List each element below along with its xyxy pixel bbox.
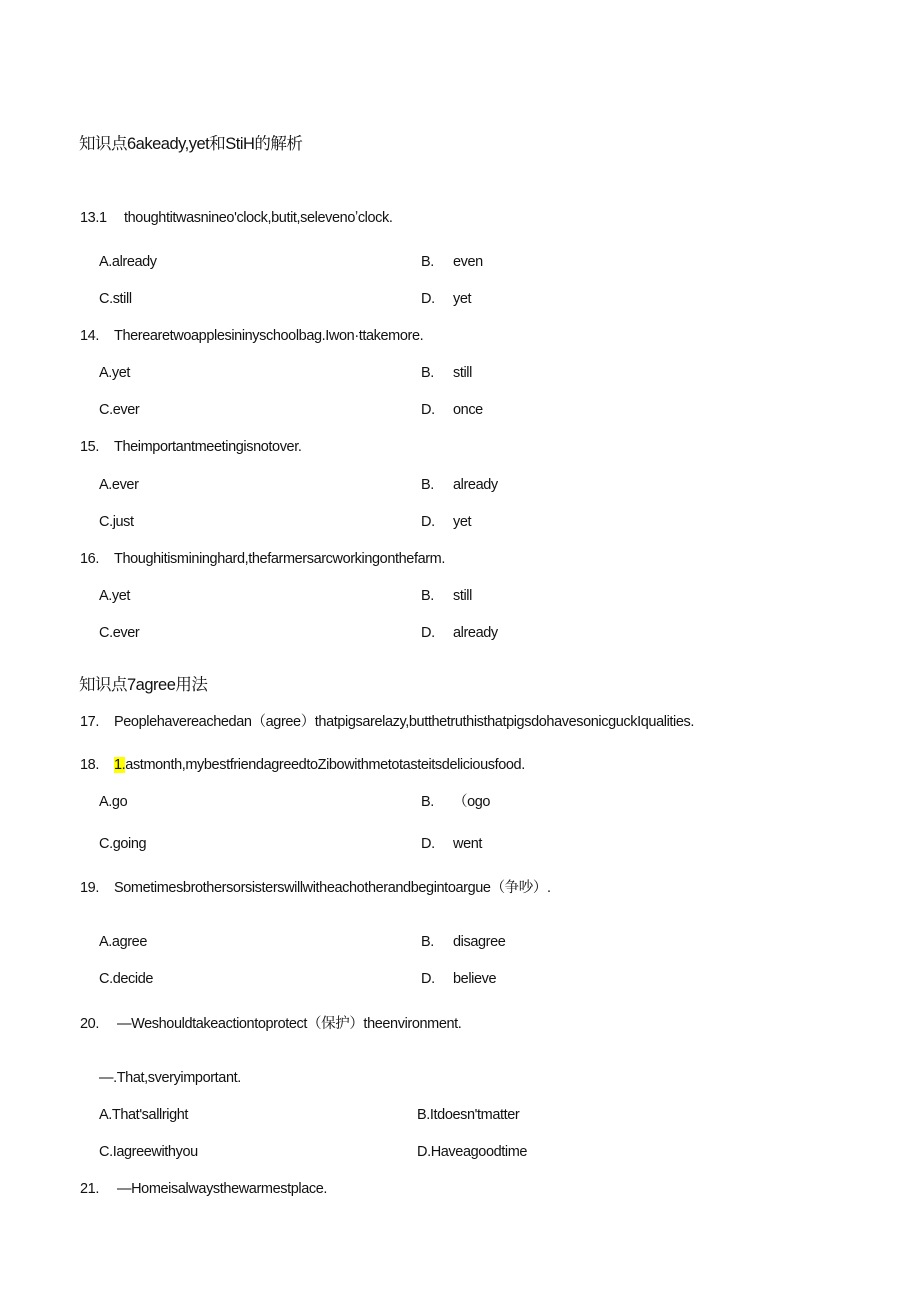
question-stem: Peoplehavereachedan（agree）thatpigsarelazy,butthetruthisthatpigsdohavesonicguckIqualities. — [114, 714, 694, 730]
option-d: yet — [453, 514, 472, 530]
dialogue-reply: —.That,sveryimportant. — [99, 1070, 241, 1086]
question-number: 15. — [80, 439, 99, 455]
option-a: A.yet — [99, 365, 131, 381]
option-b-label: B. — [421, 254, 434, 270]
option-a: A.ever — [99, 477, 139, 493]
question-stem: Sometimesbrothersorsisterswillwitheachotherandbegintoargue（争吵）. — [114, 880, 551, 896]
option-b: B.Itdoesn'tmatter — [417, 1107, 520, 1123]
option-d-label: D. — [421, 402, 435, 418]
question-stem: Theimportantmeetingisnotover. — [114, 439, 302, 455]
question-stem: thoughtitwasnineo'clock,butit,selevenoʼclock. — [124, 210, 393, 226]
option-b: still — [453, 588, 472, 604]
option-c: C.just — [99, 514, 134, 530]
option-c: C.decide — [99, 971, 154, 987]
option-b: disagree — [453, 934, 506, 950]
option-a: A.yet — [99, 588, 131, 604]
option-a: A.agree — [99, 934, 147, 950]
option-d-label: D. — [421, 836, 435, 852]
option-b: even — [453, 254, 483, 270]
option-d-label: D. — [421, 971, 435, 987]
option-d: yet — [453, 291, 472, 307]
option-d-label: D. — [421, 625, 435, 641]
option-d: once — [453, 402, 483, 418]
question-number: 16. — [80, 551, 99, 567]
option-b: （ogo — [453, 794, 491, 810]
option-b-label: B. — [421, 477, 434, 493]
option-a: A.already — [99, 254, 157, 270]
question-number: 19. — [80, 880, 99, 896]
question-number: 20. — [80, 1016, 99, 1032]
question-number: 14. — [80, 328, 99, 344]
option-c: C.going — [99, 836, 147, 852]
question-number: 21. — [80, 1181, 99, 1197]
option-c: C.ever — [99, 625, 140, 641]
option-d: believe — [453, 971, 497, 987]
question-stem-text: astmonth,mybestfriendagreedtoZibowithmetotasteitsdeliciousfood. — [125, 757, 525, 773]
highlighted-text: 1. — [114, 757, 126, 773]
option-d: went — [453, 836, 483, 852]
option-d-label: D. — [421, 514, 435, 530]
section-title: 知识点6akeady,yet和StiH的解析 — [79, 135, 303, 153]
option-c: C.ever — [99, 402, 140, 418]
option-b-label: B. — [421, 588, 434, 604]
section-title: 知识点7agree用法 — [79, 676, 208, 694]
question-stem — [114, 755, 525, 775]
option-d: already — [453, 625, 498, 641]
option-b: still — [453, 365, 472, 381]
option-b: already — [453, 477, 498, 493]
question-number: 13.1 — [80, 210, 107, 226]
option-d-label: D. — [421, 291, 435, 307]
option-b-label: B. — [421, 365, 434, 381]
question-stem: Therearetwoapplesininyschoolbag.Iwon·ttakemore. — [114, 328, 424, 344]
option-b-label: B. — [421, 794, 434, 810]
option-a: A.go — [99, 794, 128, 810]
option-a: A.That'sallright — [99, 1107, 189, 1123]
question-stem: Thoughitismininghard,thefarmersarcworkingonthefarm. — [114, 551, 445, 567]
option-c: C.Iagreewithyou — [99, 1144, 198, 1160]
question-number: 17. — [80, 714, 99, 730]
option-d: D.Haveagoodtime — [417, 1144, 528, 1160]
question-stem: —Weshouldtakeactiontoprotect（保护）theenvironment. — [117, 1016, 462, 1032]
option-b-label: B. — [421, 934, 434, 950]
option-c: C.still — [99, 291, 132, 307]
question-stem: —Homeisalwaysthewarmestplace. — [117, 1181, 328, 1197]
question-number: 18. — [80, 757, 99, 773]
